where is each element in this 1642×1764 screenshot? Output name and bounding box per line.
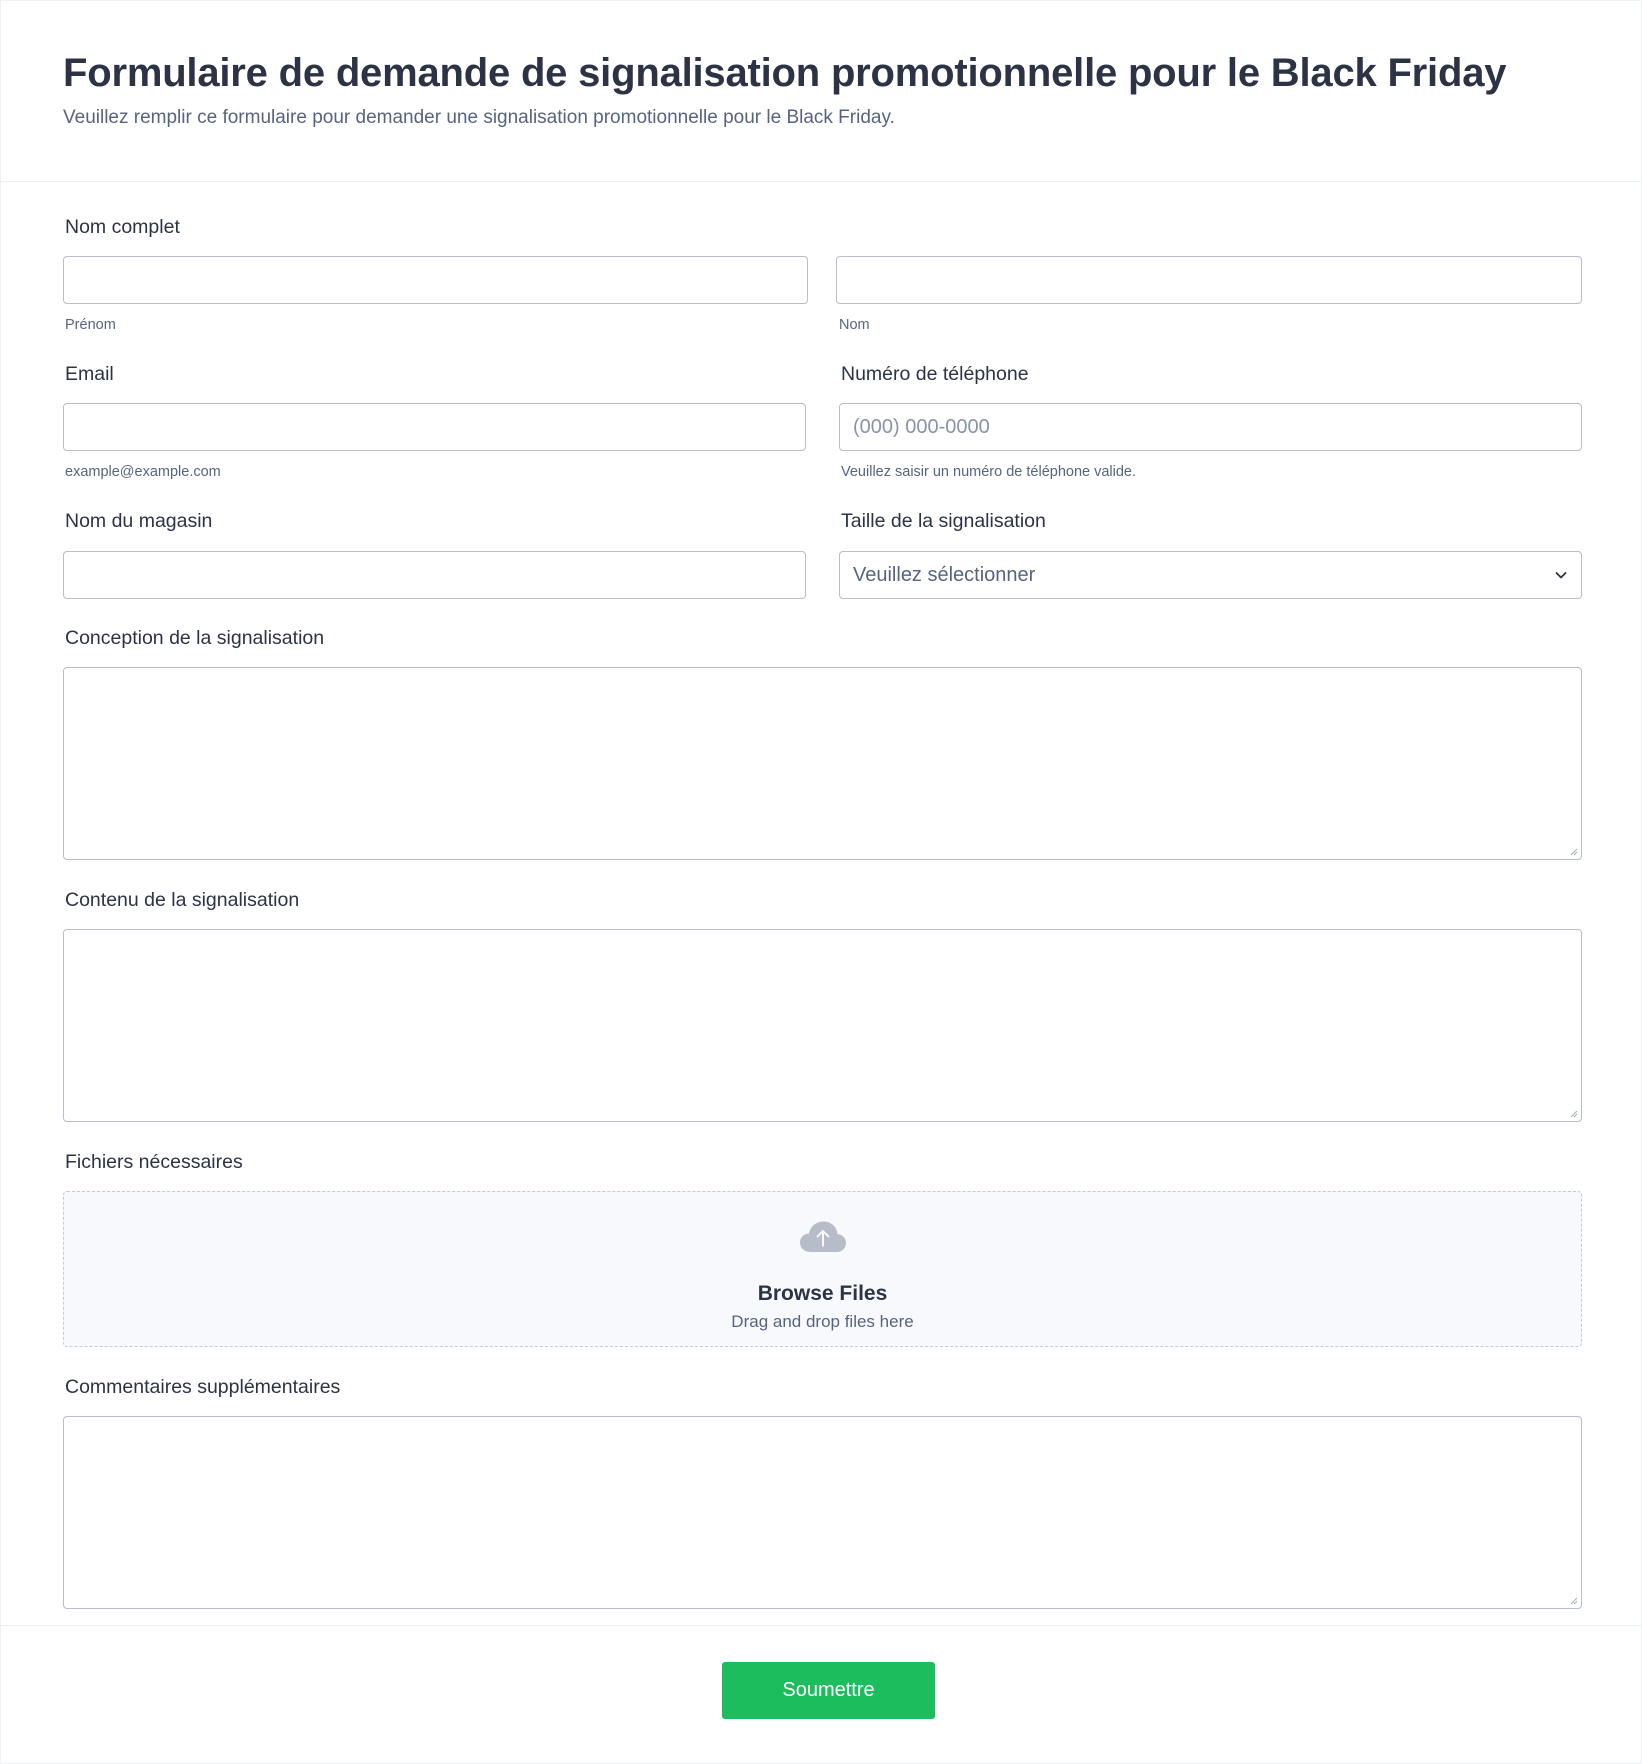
comments-textarea[interactable] — [63, 1416, 1582, 1609]
form-header — [1, 1, 1642, 182]
resize-handle-icon[interactable] — [1568, 1595, 1578, 1605]
drag-drop-text: Drag and drop files here — [731, 1312, 914, 1331]
full-name-label: Nom complet — [65, 216, 180, 238]
browse-files-button[interactable]: Browse Files — [757, 1282, 888, 1305]
sign-design-label: Conception de la signalisation — [65, 627, 325, 649]
file-dropzone[interactable] — [63, 1191, 1582, 1347]
email-label: Email — [65, 363, 114, 385]
sign-design-textarea[interactable] — [63, 667, 1582, 860]
comments-label: Commentaires supplémentaires — [65, 1376, 341, 1398]
store-name-label: Nom du magasin — [65, 510, 213, 532]
last-name-input[interactable] — [836, 256, 1582, 304]
email-sublabel: example@example.com — [65, 464, 221, 480]
last-name-sublabel: Nom — [839, 317, 870, 333]
sign-size-select[interactable] — [839, 551, 1582, 599]
form-subtitle: Veuillez remplir ce formulaire pour demander une signalisation promotionnelle pour le Black Friday. — [63, 107, 895, 128]
first-name-input[interactable] — [63, 256, 808, 304]
resize-handle-icon[interactable] — [1568, 846, 1578, 856]
sign-size-label: Taille de la signalisation — [841, 510, 1046, 532]
first-name-sublabel: Prénom — [65, 317, 116, 333]
phone-placeholder: (000) 000-0000 — [853, 416, 990, 438]
sign-content-textarea[interactable] — [63, 929, 1582, 1122]
files-label: Fichiers nécessaires — [65, 1151, 243, 1173]
phone-label: Numéro de téléphone — [841, 363, 1029, 385]
form-title: Formulaire de demande de signalisation promotionnelle pour le Black Friday — [63, 51, 1507, 95]
resize-handle-icon[interactable] — [1568, 1108, 1578, 1118]
sign-content-label: Contenu de la signalisation — [65, 889, 300, 911]
email-input[interactable] — [63, 403, 806, 451]
phone-sublabel: Veuillez saisir un numéro de téléphone valide. — [841, 464, 1137, 480]
form-footer — [1, 1625, 1642, 1764]
cloud-upload-icon — [799, 1220, 847, 1254]
store-name-input[interactable] — [63, 551, 806, 599]
phone-input[interactable] — [839, 403, 1582, 451]
submit-button[interactable]: Soumettre — [722, 1662, 935, 1719]
sign-size-selected-value: Veuillez sélectionner — [853, 564, 1036, 586]
chevron-down-icon — [1553, 567, 1569, 583]
